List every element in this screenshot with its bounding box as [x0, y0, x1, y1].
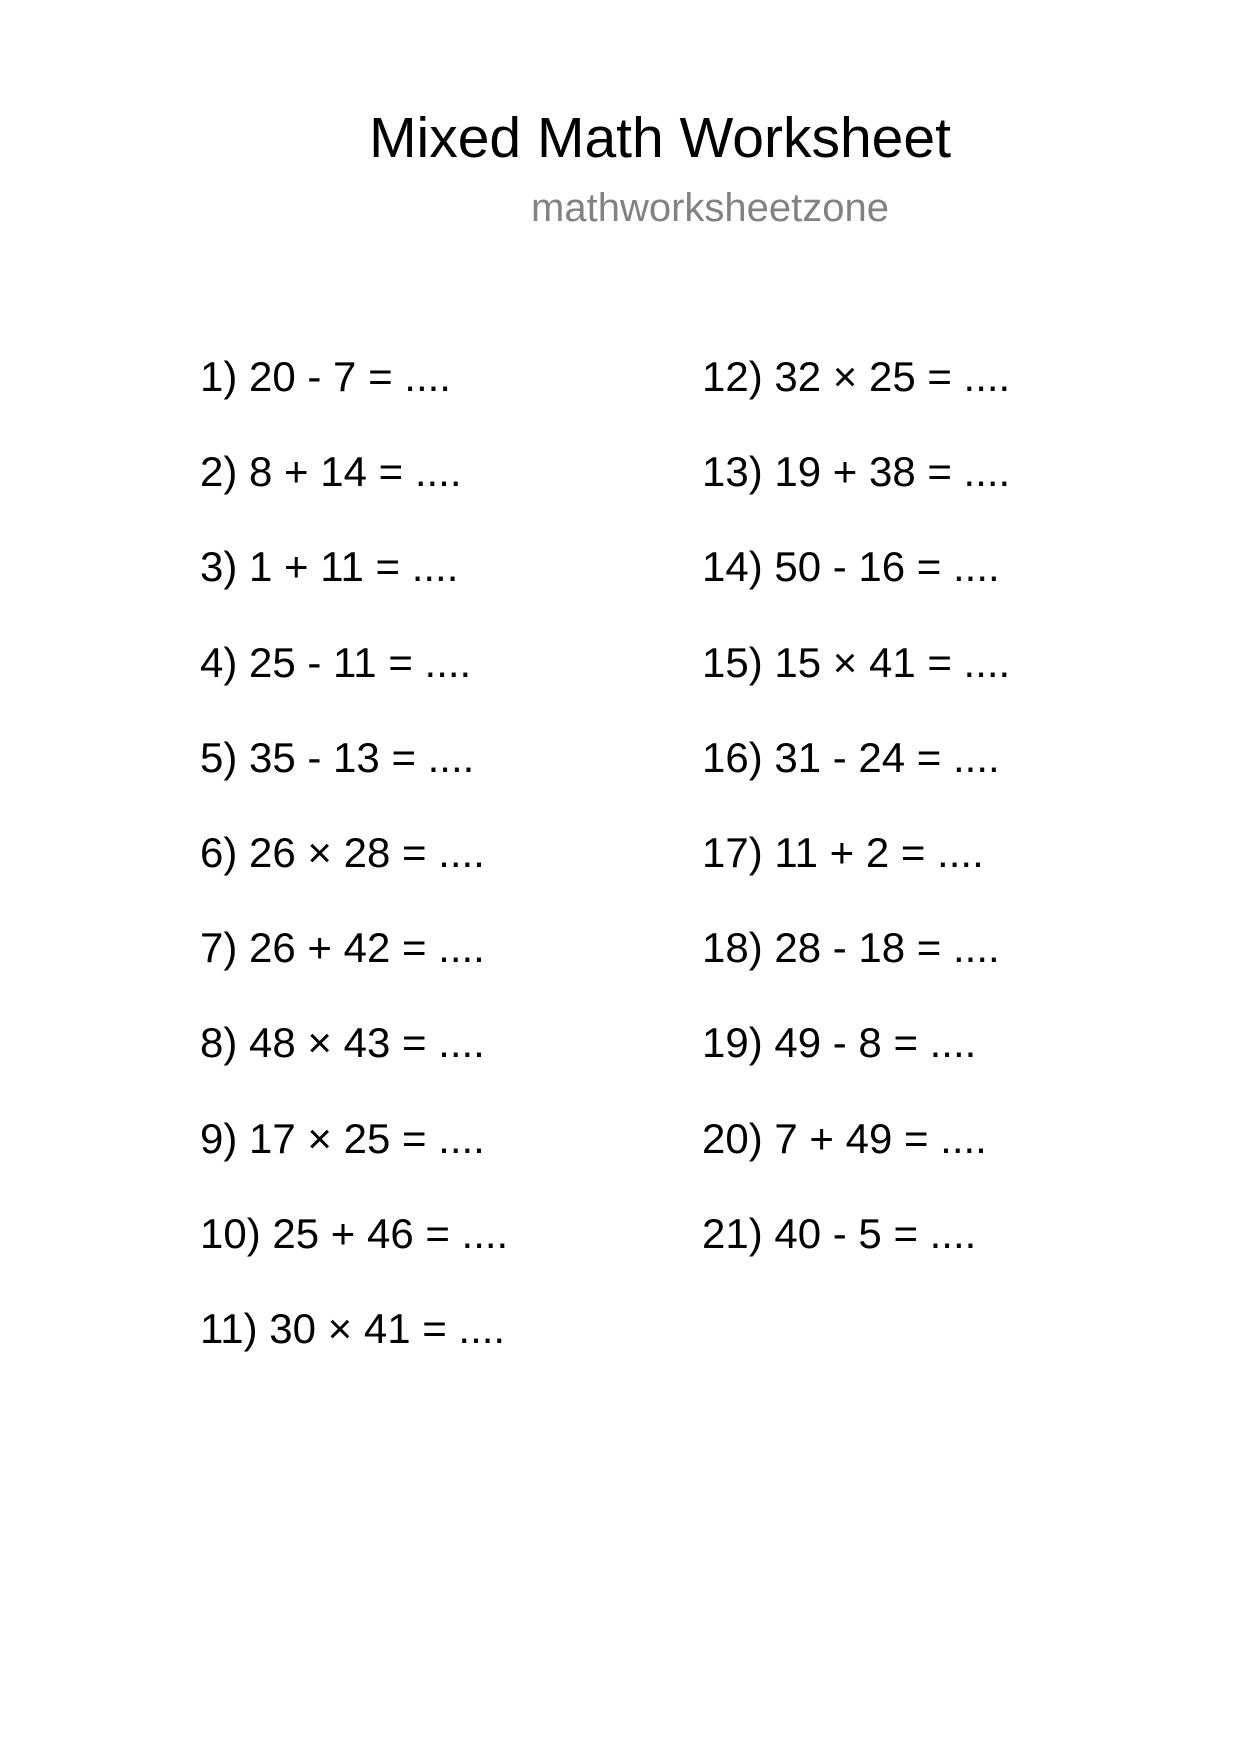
problem-3: 3) 1 + 11 = .... [200, 543, 459, 591]
problem-1: 1) 20 - 7 = .... [200, 353, 451, 400]
problem-4: 4) 25 - 11 = .... [200, 638, 472, 686]
problem-18: 18) 28 - 18 = .... [702, 924, 1000, 972]
problem-6: 6) 26 × 28 = .... [200, 828, 485, 876]
problem-20: 20) 7 + 49 = .... [702, 1114, 987, 1162]
worksheet-title: Mixed Math Worksheet [369, 106, 951, 170]
problem-2: 2) 8 + 14 = .... [200, 448, 462, 496]
problem-7: 7) 26 + 42 = .... [200, 924, 485, 972]
problem-12: 12) 32 × 25 = .... [702, 353, 1011, 400]
worksheet-source: mathworksheetzone [531, 186, 889, 230]
problem-list-left [200, 345, 508, 1392]
problem-10: 10) 25 + 46 = .... [200, 1209, 509, 1257]
problem-15: 15) 15 × 41 = .... [702, 638, 1011, 686]
problem-21: 21) 40 - 5 = .... [702, 1209, 977, 1257]
problem-17: 17) 11 + 2 = .... [702, 828, 984, 876]
problem-list-right [702, 345, 1010, 1297]
problem-11: 11) 30 × 41 = .... [200, 1304, 506, 1352]
problem-9: 9) 17 × 25 = .... [200, 1114, 485, 1162]
problem-13: 13) 19 + 38 = .... [702, 448, 1011, 496]
problem-19: 19) 49 - 8 = .... [702, 1019, 977, 1067]
problem-8: 8) 48 × 43 = .... [200, 1019, 485, 1067]
problem-5: 5) 35 - 13 = .... [200, 733, 475, 781]
problem-16: 16) 31 - 24 = .... [702, 733, 1000, 781]
problem-14: 14) 50 - 16 = .... [702, 543, 1000, 591]
